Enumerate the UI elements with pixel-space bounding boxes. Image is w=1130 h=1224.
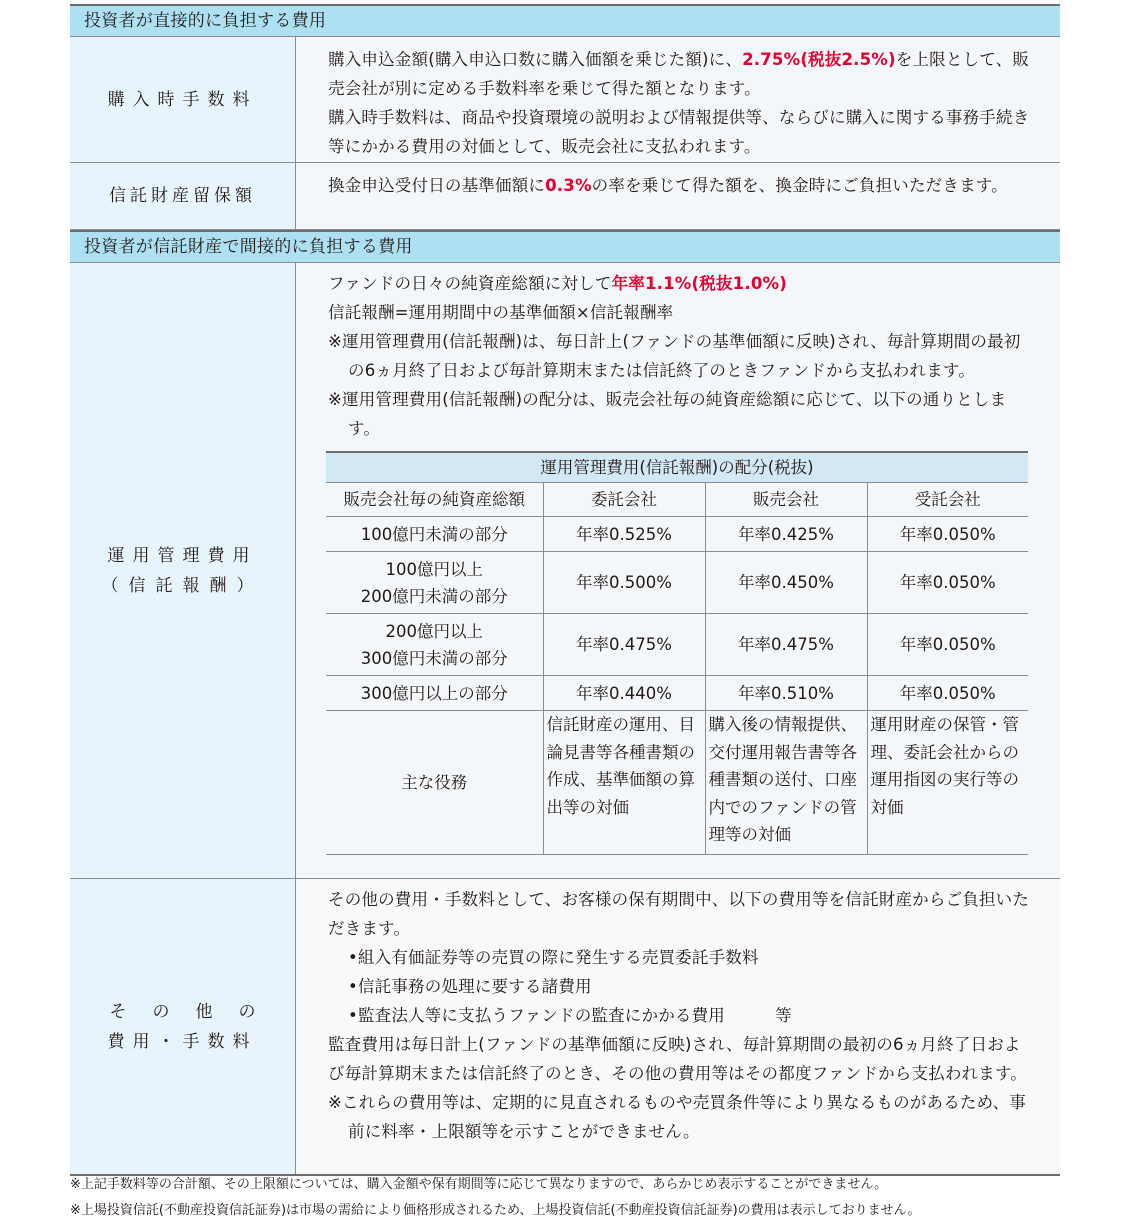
label-purchase-fee: 購入時手数料 <box>70 37 296 162</box>
trust-reserve-rate: 0.3% <box>545 176 592 195</box>
other-fees-intro: その他の費用・手数料として、お客様の保有期間中、以下の費用等を信託財産からご負担いただきます。 <box>328 890 1030 938</box>
table-cell: 年率0.510% <box>705 676 867 711</box>
purchase-fee-text-1: 購入申込金額(購入申込口数に購入価額を乗じた額)に、2.75%(税抜2.5%)を上限として、販売会社が別に定める手数料率を乗じて得た額となります。 <box>328 50 1030 98</box>
table-cell: 年率0.475% <box>705 614 867 676</box>
row-trust-reserve <box>70 163 1060 230</box>
row-purchase-fee <box>70 37 1060 163</box>
duties-label: 主な役務 <box>326 711 543 855</box>
table-row <box>326 552 1028 614</box>
section-header-indirect-costs: 投資者が信託財産で間接的に負担する費用 <box>70 230 1060 263</box>
duties-distributor: 購入後の情報提供、交付運用報告書等各種書類の送付、口座内でのファンドの管理等の対価 <box>705 711 867 855</box>
allocation-table-header-row <box>326 483 1028 517</box>
management-fee-note-2: ※運用管理費用(信託報酬)の配分は、販売会社毎の純資産総額に応じて、以下の通りとします。 <box>328 390 1007 438</box>
table-cell: 100億円未満の部分 <box>326 517 543 552</box>
purchase-fee-rate: 2.75%(税抜2.5%) <box>742 50 896 69</box>
allocation-table-caption: 運用管理費用(信託報酬)の配分(税抜) <box>326 452 1028 483</box>
row-management-fee <box>70 263 1060 879</box>
table-cell: 年率0.440% <box>543 676 705 711</box>
content-purchase-fee <box>296 37 1060 162</box>
row-other-fees <box>70 879 1060 1176</box>
table-cell: 年率0.425% <box>705 517 867 552</box>
label-other-fees: その他の 費用・手数料 <box>70 879 296 1174</box>
management-fee-note-1: ※運用管理費用(信託報酬)は、毎日計上(ファンドの基準価額に反映)され、毎計算期間の最初の6ヵ月終了日および毎計算期末または信託終了のときファンドから支払われます。 <box>328 332 1021 380</box>
table-cell: 年率0.050% <box>867 517 1028 552</box>
footnote: ※上記手数料等の合計額、その上限額については、購入金額や保有期間等に応じて異なりますので、あらかじめ表示することができません。 <box>70 1177 888 1192</box>
table-cell: 300億円以上の部分 <box>326 676 543 711</box>
trust-reserve-text: 換金申込受付日の基準価額に0.3%の率を乗じて得た額を、換金時にご負担いただきます。 <box>328 176 1008 195</box>
column-header: 委託会社 <box>543 483 705 517</box>
column-header: 販売会社毎の純資産総額 <box>326 483 543 517</box>
fee-table <box>70 4 1060 1176</box>
other-fees-audit-text: 監査費用は毎日計上(ファンドの基準価額に反映)され、毎計算期間の最初の6ヵ月終了日および毎計算期末または信託終了のとき、その他の費用等はその都度ファンドから支払われます。 <box>328 1035 1028 1083</box>
content-management-fee <box>296 263 1060 878</box>
management-fee-formula: 信託報酬=運用期間中の基準価額×信託報酬率 <box>328 303 674 322</box>
table-cell: 100億円以上 200億円未満の部分 <box>326 552 543 614</box>
other-fees-bullet: •信託事務の処理に要する諸費用 <box>348 977 592 996</box>
column-header: 販売会社 <box>705 483 867 517</box>
duties-trustor: 信託財産の運用、目論見書等各種書類の作成、基準価額の算出等の対価 <box>543 711 705 855</box>
management-fee-rate-line: ファンドの日々の純資産総額に対して年率1.1%(税抜1.0%) <box>328 274 787 293</box>
section-header-direct-costs: 投資者が直接的に負担する費用 <box>70 4 1060 37</box>
content-trust-reserve <box>296 163 1060 229</box>
other-fees-note: ※これらの費用等は、定期的に見直されるものや売買条件等により異なるものがあるため、事前に料率・上限額等を示すことができません。 <box>328 1093 1027 1141</box>
label-management-fee: 運用管理費用 （信託報酬） <box>70 263 296 878</box>
table-row-duties <box>326 711 1028 855</box>
table-cell: 年率0.475% <box>543 614 705 676</box>
management-fee-rate: 年率1.1%(税抜1.0%) <box>611 274 787 293</box>
other-fees-bullet: •組入有価証券等の売買の際に発生する売買委託手数料 <box>348 948 759 967</box>
table-cell: 年率0.450% <box>705 552 867 614</box>
allocation-table <box>326 451 1028 855</box>
table-cell: 200億円以上 300億円未満の部分 <box>326 614 543 676</box>
table-cell: 年率0.525% <box>543 517 705 552</box>
duties-trustee: 運用財産の保管・管理、委託会社からの運用指図の実行等の対価 <box>867 711 1028 855</box>
footnotes <box>70 1172 920 1224</box>
table-cell: 年率0.050% <box>867 614 1028 676</box>
content-other-fees <box>296 879 1060 1174</box>
table-cell: 年率0.500% <box>543 552 705 614</box>
table-row <box>326 676 1028 711</box>
table-cell: 年率0.050% <box>867 676 1028 711</box>
footnote: ※上場投資信託(不動産投資信託証券)は市場の需給により価格形成されるため、上場投資信託(不動産投資信託証券)の費用は表示しておりません。 <box>70 1203 921 1218</box>
table-row <box>326 614 1028 676</box>
purchase-fee-text-2: 購入時手数料は、商品や投資環境の説明および情報提供等、ならびに購入に関する事務手続き等にかかる費用の対価として、販売会社に支払われます。 <box>328 108 1030 156</box>
label-trust-reserve: 信託財産留保額 <box>70 163 296 229</box>
table-cell: 年率0.050% <box>867 552 1028 614</box>
other-fees-bullet: •監査法人等に支払うファンドの監査にかかる費用 等 <box>348 1006 792 1025</box>
table-row <box>326 517 1028 552</box>
column-header: 受託会社 <box>867 483 1028 517</box>
